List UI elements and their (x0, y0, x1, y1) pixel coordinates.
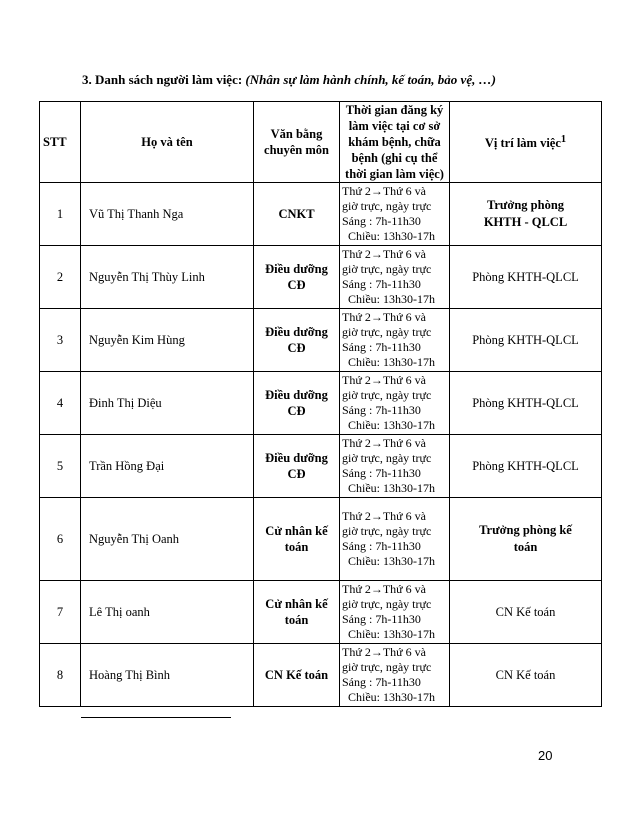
position-line: CN Kế toán (495, 604, 556, 619)
position-line: Phòng KHTH-QLCL (472, 332, 579, 347)
cell-position (450, 183, 602, 246)
header-stt: STT (40, 102, 81, 183)
time-line: Chiều: 13h30-17h (348, 481, 435, 495)
degree-line: toán (284, 613, 309, 627)
degree-line: Cử nhân kế (265, 524, 328, 538)
time-line: giờ trực, ngày trực (342, 262, 432, 276)
cell-position (450, 498, 602, 581)
cell-degree (254, 183, 340, 246)
degree-line: CN Kế toán (264, 668, 329, 682)
cell-degree (254, 644, 340, 707)
degree-line: Cử nhân kế (265, 597, 328, 611)
section-title: 3. Danh sách người làm việc: (82, 72, 243, 87)
table-row (40, 644, 602, 707)
table-row (40, 183, 602, 246)
cell-name: Đinh Thị Diệu (81, 372, 254, 435)
cell-degree (254, 435, 340, 498)
table-row (40, 372, 602, 435)
position-line: Phòng KHTH-QLCL (472, 269, 579, 284)
degree-line: CĐ (287, 278, 306, 292)
header-time-line: thời gian làm việc) (345, 167, 444, 181)
time-line: Chiều: 13h30-17h (348, 355, 435, 369)
table-row (40, 581, 602, 644)
header-time (340, 102, 450, 183)
header-position (450, 102, 602, 183)
table-row (40, 498, 602, 581)
cell-name: Lê Thị oanh (81, 581, 254, 644)
degree-line: CĐ (287, 404, 306, 418)
cell-name: Nguyễn Kim Hùng (81, 309, 254, 372)
cell-stt: 2 (40, 246, 81, 309)
header-degree-line: chuyên môn (264, 143, 329, 157)
header-position-label: Vị trí làm việc (484, 136, 561, 151)
header-time-line: bệnh (ghi cụ thể (351, 151, 438, 165)
cell-name: Nguyễn Thị Thùy Linh (81, 246, 254, 309)
cell-time (340, 435, 450, 498)
time-line: Thứ 2→Thứ 6 và (342, 310, 426, 324)
cell-stt: 8 (40, 644, 81, 707)
cell-time (340, 309, 450, 372)
time-line: Sáng : 7h-11h30 (342, 277, 421, 291)
degree-line: CĐ (287, 467, 306, 481)
time-line: Chiều: 13h30-17h (348, 418, 435, 432)
time-line: giờ trực, ngày trực (342, 325, 432, 339)
cell-degree (254, 309, 340, 372)
cell-position (450, 309, 602, 372)
degree-line: CĐ (287, 341, 306, 355)
time-line: Thứ 2→Thứ 6 và (342, 436, 426, 450)
cell-position (450, 644, 602, 707)
cell-time (340, 246, 450, 309)
cell-time (340, 183, 450, 246)
time-line: Thứ 2→Thứ 6 và (342, 582, 426, 596)
time-line: Chiều: 13h30-17h (348, 229, 435, 243)
cell-stt: 5 (40, 435, 81, 498)
cell-time (340, 372, 450, 435)
cell-time (340, 581, 450, 644)
degree-line: CNKT (278, 207, 315, 221)
footnote-ref[interactable]: 1 (560, 134, 567, 146)
cell-stt: 4 (40, 372, 81, 435)
time-line: giờ trực, ngày trực (342, 660, 432, 674)
table-row (40, 246, 602, 309)
degree-line: Điều dưỡng (265, 388, 328, 402)
time-line: giờ trực, ngày trực (342, 388, 432, 402)
cell-degree (254, 581, 340, 644)
degree-line: Điều dưỡng (265, 325, 328, 339)
position-line: CN Kế toán (495, 667, 556, 682)
header-name: Họ và tên (81, 102, 254, 183)
time-line: Thứ 2→Thứ 6 và (342, 509, 426, 523)
header-time-line: Thời gian đăng ký (345, 103, 444, 117)
cell-name: Trần Hồng Đại (81, 435, 254, 498)
section-heading (82, 72, 496, 88)
cell-name: Vũ Thị Thanh Nga (81, 183, 254, 246)
cell-position (450, 581, 602, 644)
time-line: Chiều: 13h30-17h (348, 554, 435, 568)
time-line: Chiều: 13h30-17h (348, 690, 435, 704)
cell-stt: 1 (40, 183, 81, 246)
cell-position (450, 246, 602, 309)
time-line: Sáng : 7h-11h30 (342, 340, 421, 354)
position-line: Phòng KHTH-QLCL (472, 458, 579, 473)
time-line: Thứ 2→Thứ 6 và (342, 645, 426, 659)
cell-stt: 7 (40, 581, 81, 644)
header-time-line: làm việc tại cơ sở (348, 119, 441, 133)
position-line: Phòng KHTH-QLCL (472, 395, 579, 410)
header-time-line: khám bệnh, chữa (348, 135, 441, 149)
cell-degree (254, 246, 340, 309)
time-line: giờ trực, ngày trực (342, 524, 432, 538)
time-line: Chiều: 13h30-17h (348, 627, 435, 641)
staff-table (39, 101, 602, 707)
table-row (40, 435, 602, 498)
time-line: Chiều: 13h30-17h (348, 292, 435, 306)
header-degree-line: Văn bằng (270, 127, 323, 141)
position-line: toán (513, 540, 538, 554)
degree-line: toán (284, 540, 309, 554)
time-line: Sáng : 7h-11h30 (342, 403, 421, 417)
cell-stt: 6 (40, 498, 81, 581)
time-line: Thứ 2→Thứ 6 và (342, 184, 426, 198)
cell-position (450, 372, 602, 435)
time-line: giờ trực, ngày trực (342, 199, 432, 213)
cell-stt: 3 (40, 309, 81, 372)
cell-degree (254, 498, 340, 581)
cell-time (340, 644, 450, 707)
header-degree (254, 102, 340, 183)
degree-line: Điều dưỡng (265, 262, 328, 276)
time-line: Sáng : 7h-11h30 (342, 675, 421, 689)
time-line: giờ trực, ngày trực (342, 451, 432, 465)
time-line: Sáng : 7h-11h30 (342, 612, 421, 626)
position-line: Trưởng phòng (486, 198, 565, 212)
position-line: Trưởng phòng kế (479, 523, 572, 537)
position-line: KHTH - QLCL (483, 215, 568, 229)
table-row (40, 309, 602, 372)
cell-position (450, 435, 602, 498)
cell-name: Nguyễn Thị Oanh (81, 498, 254, 581)
cell-time (340, 498, 450, 581)
time-line: Sáng : 7h-11h30 (342, 539, 421, 553)
time-line: Thứ 2→Thứ 6 và (342, 247, 426, 261)
footnote-separator (81, 717, 231, 718)
table-header-row (40, 102, 602, 183)
cell-name: Hoàng Thị Bình (81, 644, 254, 707)
section-note: (Nhân sự làm hành chính, kế toán, bảo vệ, …) (245, 72, 496, 87)
page-number: 20 (538, 748, 553, 763)
cell-degree (254, 372, 340, 435)
time-line: giờ trực, ngày trực (342, 597, 432, 611)
time-line: Thứ 2→Thứ 6 và (342, 373, 426, 387)
degree-line: Điều dưỡng (265, 451, 328, 465)
time-line: Sáng : 7h-11h30 (342, 466, 421, 480)
time-line: Sáng : 7h-11h30 (342, 214, 421, 228)
